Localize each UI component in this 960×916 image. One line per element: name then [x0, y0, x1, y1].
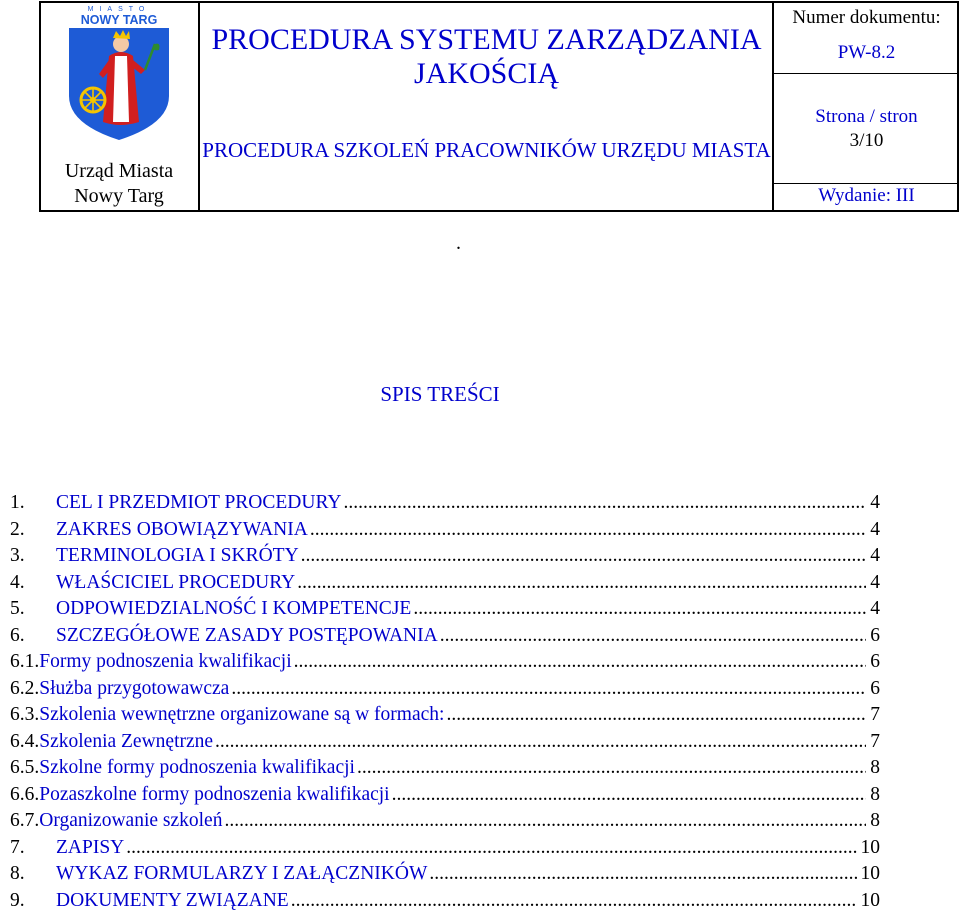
toc-entry-text: DOKUMENTY ZWIĄZANE: [56, 889, 289, 911]
coat-of-arms-logo: [63, 4, 175, 142]
logo-motto: MIASTO: [87, 6, 151, 13]
toc-entry-text: ZAPISY: [56, 836, 125, 858]
toc-entry[interactable]: [10, 490, 880, 517]
toc-entry[interactable]: [10, 888, 880, 915]
toc-dot-leader: [438, 623, 867, 649]
logo-cell: [39, 1, 199, 212]
office-name-line-1: Urząd Miasta: [64, 160, 174, 182]
toc-entry-number: 6.: [10, 624, 25, 646]
toc-dot-leader: [308, 517, 866, 543]
toc-entry[interactable]: [10, 676, 880, 703]
toc-entry-text: WYKAZ FORMULARZY I ZAŁĄCZNIKÓW: [56, 863, 428, 884]
title-cell: [200, 1, 773, 212]
toc-dot-leader: [289, 888, 857, 914]
toc-entry-number: 6.1.: [10, 651, 40, 672]
toc-entry[interactable]: [10, 517, 880, 544]
toc-dot-leader: [222, 808, 866, 834]
doc-number-label: Numer dokumentu:: [792, 7, 941, 28]
toc-entry-text: WŁAŚCICIEL PROCEDURY: [56, 571, 296, 593]
toc-entry-page: 4: [870, 545, 880, 566]
toc-entry-text: Szkolenia Zewnętrzne: [39, 730, 214, 752]
toc-entry-page: 8: [870, 757, 880, 778]
table-of-contents: [10, 490, 880, 914]
toc-entry-page: 4: [870, 598, 880, 619]
toc-entry-page: 4: [870, 492, 880, 513]
toc-entry-page: 8: [870, 810, 880, 831]
toc-dot-leader: [292, 649, 867, 675]
toc-dot-leader: [229, 676, 866, 702]
toc-entry-page: 8: [870, 783, 880, 805]
toc-dot-leader: [341, 490, 866, 516]
toc-entry-number: 5.: [10, 598, 25, 619]
toc-entry-number: 6.2.: [10, 677, 40, 699]
toc-entry-number: 7.: [10, 836, 25, 858]
toc-entry-page: 4: [870, 571, 880, 593]
toc-entry[interactable]: [10, 649, 880, 676]
toc-entry-page: 6: [870, 624, 880, 646]
toc-entry[interactable]: [10, 782, 880, 809]
toc-entry-number: 6.5.: [10, 757, 40, 778]
toc-entry-number: 4.: [10, 571, 25, 593]
toc-entry-number: 6.6.: [10, 783, 40, 805]
toc-dot-leader: [213, 729, 866, 755]
toc-entry-number: 9.: [10, 889, 25, 911]
toc-entry-page: 10: [860, 863, 880, 884]
doc-number: PW-8.2: [837, 42, 896, 63]
page-label: Strona / stron: [815, 106, 918, 127]
toc-dot-leader: [299, 543, 867, 569]
toc-entry-number: 6.3.: [10, 704, 40, 725]
office-name: [39, 159, 199, 209]
toc-entry-text: CEL I PRZEDMIOT PROCEDURY: [56, 492, 342, 513]
edition: Wydanie: III: [818, 185, 915, 206]
toc-entry-text: SZCZEGÓŁOWE ZASADY POSTĘPOWANIA: [56, 624, 438, 646]
toc-entry-page: 7: [870, 730, 880, 752]
toc-entry-text: Szkolenia wewnętrzne organizowane są w formach:: [39, 704, 445, 725]
toc-entry-text: ZAKRES OBOWIĄZYWANIA: [56, 518, 308, 540]
toc-entry-page: 6: [870, 677, 880, 699]
toc-entry[interactable]: [10, 702, 880, 729]
toc-entry-text: TERMINOLOGIA I SKRÓTY: [56, 545, 299, 566]
toc-entry[interactable]: [10, 596, 880, 623]
meta-cell: [774, 1, 959, 212]
toc-entry-text: Organizowanie szkoleń: [39, 810, 223, 831]
toc-entry[interactable]: [10, 570, 880, 597]
toc-entry-number: 2.: [10, 518, 25, 540]
toc-entry[interactable]: [10, 729, 880, 756]
toc-entry-page: 10: [860, 836, 880, 858]
toc-dot-leader: [124, 835, 856, 861]
toc-entry-number: 6.7.: [10, 810, 40, 831]
toc-dot-leader: [295, 570, 866, 596]
toc-dot-leader: [390, 782, 867, 808]
toc-entry[interactable]: [10, 835, 880, 862]
procedure-title: PROCEDURA SZKOLEŃ PRACOWNIKÓW URZĘDU MIASTA: [202, 138, 771, 162]
toc-entry-text: Formy podnoszenia kwalifikacji: [39, 651, 292, 672]
document-header: [39, 1, 959, 212]
toc-dot-leader: [444, 702, 866, 728]
toc-entry-number: 1.: [10, 492, 25, 513]
toc-entry-number: 8.: [10, 863, 25, 884]
toc-entry-page: 6: [870, 651, 880, 672]
toc-entry[interactable]: [10, 861, 880, 888]
toc-entry[interactable]: [10, 755, 880, 782]
page-value: 3/10: [849, 130, 884, 151]
toc-entry-number: 3.: [10, 545, 25, 566]
toc-entry-text: Pozaszkolne formy podnoszenia kwalifikacji: [39, 783, 390, 805]
toc-title: SPIS TREŚCI: [380, 382, 500, 406]
toc-dot-leader: [411, 596, 866, 622]
toc-entry-number: 6.4.: [10, 730, 40, 752]
system-title: PROCEDURA SYSTEMU ZARZĄDZANIA JAKOŚCIĄ: [211, 23, 762, 90]
toc-entry[interactable]: [10, 623, 880, 650]
toc-dot-leader: [427, 861, 856, 887]
toc-entry-text: ODPOWIEDZIALNOŚĆ I KOMPETENCJE: [56, 598, 412, 619]
toc-entry-page: 4: [870, 518, 880, 540]
toc-entry-text: Szkolne formy podnoszenia kwalifikacji: [39, 757, 355, 778]
toc-entry[interactable]: [10, 808, 880, 835]
logo-town-banner: NOWY TARG: [80, 13, 158, 27]
stray-dot: .: [456, 232, 461, 254]
office-name-line-2: Nowy Targ: [74, 185, 164, 207]
toc-entry[interactable]: [10, 543, 880, 570]
toc-entry-page: 7: [870, 704, 880, 725]
toc-dot-leader: [355, 755, 866, 781]
toc-entry-text: Służba przygotowawcza: [39, 677, 230, 699]
toc-entry-page: 10: [860, 889, 880, 911]
